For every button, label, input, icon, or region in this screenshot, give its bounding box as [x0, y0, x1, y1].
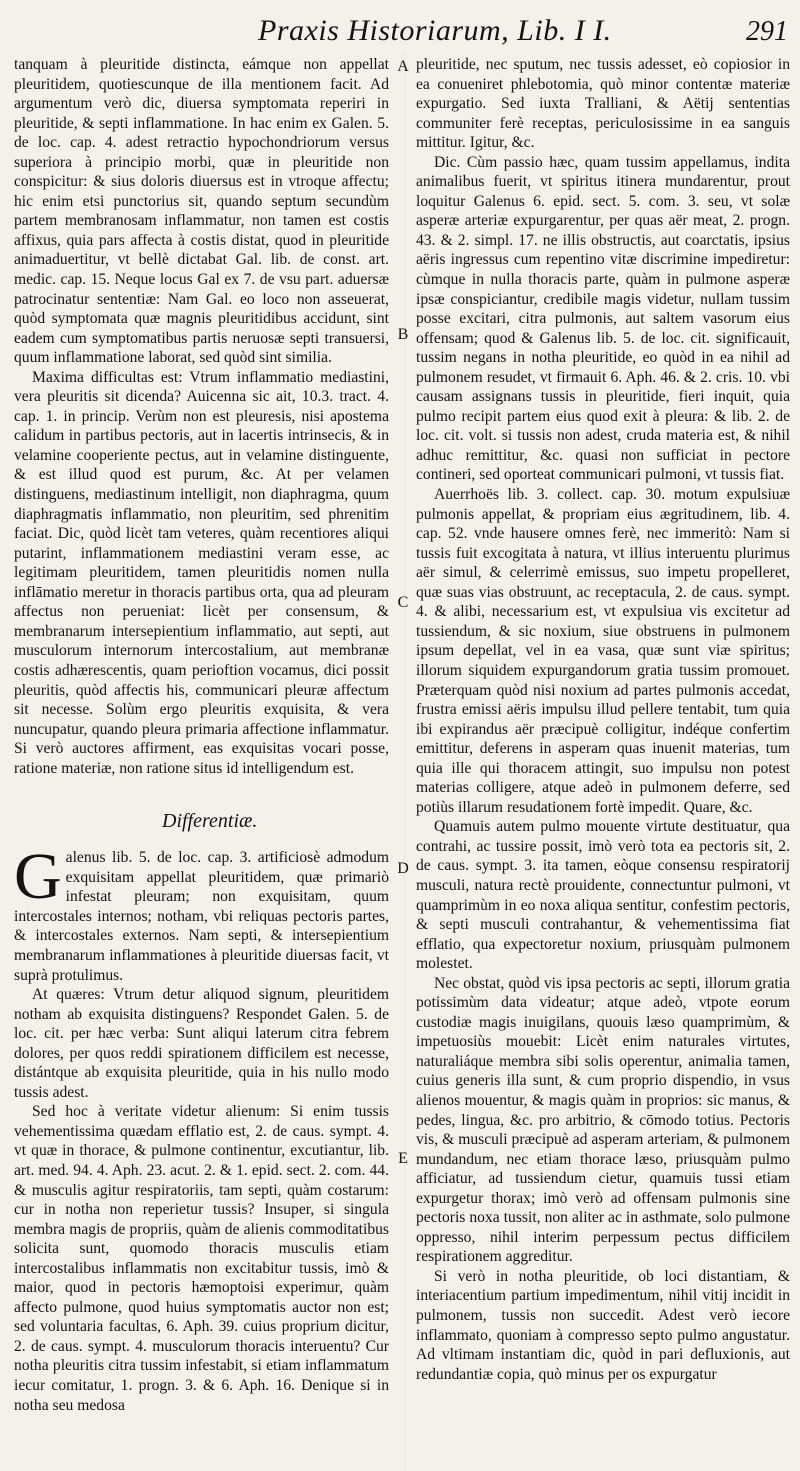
left-paragraph-3	[14, 840, 389, 985]
margin-letter-e: E	[398, 1150, 408, 1167]
left-paragraph-3-text: alenus lib. 5. de loc. cap. 3. artificiosè admodum exquisitam appellat pleuritidem, quæ primariò infestat pleuram; non exquisitam, quum intercostales internos; notham, vbi reliquas pectoris partes, & intercostales externos. Nam septi, & intersepientium membranarum inflammationes à pleuritide diuersas facit, vt suprà protulimus.	[14, 849, 389, 984]
section-heading: Differentiæ.	[162, 810, 258, 833]
margin-letter-a: A	[397, 58, 409, 75]
right-paragraph-2: Dic. Cùm passio hæc, quam tussim appellamus, indita animalibus fuerit, vt spiritus itinera mundarentur, prout loquitur Galenus 6. epid. sect. 5. com. 3. seu, vt solæ asperæ arteriæ expurgarentur, per quas aër meat, 2. progn. 43. & 2. simpl. 17. ne illis obstructis, aut coarctatis, ipsius aëris ingressus cum repentino vitæ discrimine impediretur: cùmque in nulla thoracis parte, quàm in pulmone asperæ ipsæ conspiciantur, credibile magis videtur, nullam tussim posse excitari, citra pulmonis, aut saltem vasorum eius offensam; quod & Galenus lib. 5. de loc. cit. significauit, tussim negans in notha pleuritide, eo quòd in ea nihil ad pulmonem resudet, vt firmauit 6. Aph. 46. & 2. cris. 10. vbi causam assignans tussis in pleuritide, fieri inquit, quia pulmo recipit partem eius quod exit à pleura: & lib. 2. de loc. cit. volt. si tussis non adest, cruda materia est, & nihil adhuc remittitur, &c. quasi non sufficiat in pectore contineri, sed oporteat communicari pulmoni, vt tussis fiat.	[416, 153, 790, 484]
page-number: 291	[746, 16, 788, 47]
left-column	[14, 55, 389, 1415]
drop-cap: G	[14, 840, 62, 914]
column-gutter	[404, 50, 405, 1471]
right-paragraph-5: Nec obstat, quòd vis ipsa pectoris ac septi, illorum gratia potissimùm data videatur; atque adeò, vtpote eorum custodiæ magis inuigilans, quouis læso quamprimùm, & impetuosiùs mouebit: Licèt enim naturales virtutes, naturaliáque membra sibi solis operentur, animalia tamen, cuius generis illa sunt, & cum proprio dispendio, in vsus alienos mouentur, & magis quàm in proprios: sic manus, & pedes, lingua, &c. pro arbitrio, & cōmodo totius. Pectoris vis, & musculi præcipuè ad asperam arteriam, & pulmonem mundandum, nec etiam thorace læso, priusquàm pulmo afficiatur, ad tussiendum cietur, quamuis tussi etiam expurgetur thorax; imò verò ad offensam pulmonis sine pectoris noxa tussit, non aliter ac in asthmate, solo pulmone oppresso, nihil interim perpessum pectus difficilem respirationem aggreditur.	[416, 974, 790, 1266]
right-paragraph-3: Auerrhoës lib. 3. collect. cap. 30. motum expulsiuæ pulmonis appellat, & propriam eius ægritudinem, lib. 4. cap. 52. vnde hausere omnes ferè, nec immeritò: Nam si tussis fuit excogitata à natura, vt illius interuentu plurimus aër simul, & celerrimè emissus, suo impetu propelleret, quæ suas vias obstruunt, ac receptacula, 2. de caus. sympt. 4. & alibi, necessarium est, vt expulsiua vis excitetur ad tussiendum, & sic noxium, siue obstruens in pulmonem ipsum depellat, vel in ea vasa, quæ sunt viæ spiritus; illorum siquidem expurgandorum gratia tussim promouet. Præterquam quòd nisi noxium ad partes pulmonis accedat, frustra emissi aëris impulsu illud pellere tentabit, tum quia ibi expirandus aër præcipuè colligitur, indéque confertim emittitur, deferens in asperam quas inuenit materias, tum quia ille qui thoracem attingit, suo impulsu non potest materias colligere, atque adeò in pulmonem deferre, sed potiùs illarum resudationem fortè impedit. Quare, &c.	[416, 486, 790, 816]
right-paragraph-6: Si verò in notha pleuritide, ob loci distantiam, & interiacentium partium impedimentum, nihil vitij incidit in pulmonem, tussis non succedit. Adest verò iecore inflammato, quoniam à compresso septo pulmo angustatur. Ad vltimam instantiam dic, quòd in pari defluxionis, aut redundantiæ copia, quò minus per os expurgatur	[416, 1267, 790, 1383]
left-paragraph-1: tanquam à pleuritide distincta, eámque non appellat pleuritidem, quotiescunque de illa mentionem facit. Ad argumentum verò dic, diuersa symptomata reperiri in pleuritide, & septi inflammatione. In hac enim ex Galen. 5. de loc. cap. 4. adest retractio hypochondriorum versus superiora à principio morbi, quæ in pleuritide non conspicitur: & sius doloris diuersus est in vtroque affectu; hic enim etsi punctorius sit, quando septum secundùm partem membranosam inflammatur, non tamen est costis affixus, quia pars affecta à costis distat, quod in pleuritide animaduertitur, vt bellè dictabat Gal. lib. de const. art. medic. cap. 15. Neque locus Gal ex 7. de vsu part. aduersæ patrocinatur sententiæ: Nam Gal. eo loco non asseuerat, quòd symptomata quæ magnis pleuritidibus accidunt, sint eadem cum symptomatibus partis neruosæ septi transuersi, quum inflammatione laborat, sed quòd sint similia.	[14, 56, 389, 367]
left-paragraph-4: At quæres: Vtrum detur aliquod signum, pleuritidem notham ab exquisita distinguens? Respondet Galen. 5. de loc. cit. per hæc verba: Sunt aliqui laterum citra febrem dolores, per quos reddi spirationem difficilem est necesse, distántque ab exquisita pleuritide, quia in his nullo modo tussis adest.	[14, 986, 389, 1101]
margin-letter-d: D	[397, 860, 409, 877]
running-title: Praxis Historiarum, Lib. I I.	[258, 14, 612, 47]
margin-letter-b: B	[397, 326, 409, 343]
right-paragraph-1: pleuritide, nec sputum, nec tussis adesset, eò copiosior in ea conueniret phlebotomia, quò minor contentæ materiæ expurgatio. Sed iuxta Tralliani, & Aëtij sententias communiter ferè receptas, periculosissime in ea sanguis mittitur. Igitur, &c.	[416, 56, 790, 152]
right-column	[416, 55, 790, 1384]
left-paragraph-5: Sed hoc à veritate videtur alienum: Si enim tussis vehementissima quædam efflatio est, 2. de caus. sympt. 4. vt quæ in thorace, & pulmone continentur, excutiantur, lib. art. med. 94. 4. Aph. 23. acut. 2. & 1. epid. sect. 2. com. 44. & musculis agitur respiratoriis, tam septi, quàm costarum: cur in notha non reperietur tussis? Insuper, si singula membra magis de propriis, quàm de alienis commoditatibus solicita sunt, quomodo thoracis musculis etiam intercostalibus inflammatis non excitabitur tussis, imò & maior, quod in pectoris hæmoptoisi experimur, quàm affecto pulmone, quod huius symptomatis auctor non est; sed voluntaria facultas, 6. Aph. 39. cuius proprium dicitur, 2. de caus. sympt. 4. musculorum thoracis interuentu? Cur notha pleuritis citra tussim infestabit, si etiam inflammatum iecur comitatur, 1. progn. 3. & 6. Aph. 16. Denique si in notha seu medosa	[14, 1103, 389, 1414]
left-paragraph-2: Maxima difficultas est: Vtrum inflammatio mediastini, vera pleuritis sit dicenda? Auicenna sic ait, 10.3. tract. 4. cap. 1. in princip. Verùm non est pleuresis, nisi apostema calidum in partibus pectoris, aut in lacertis intrinsecis, & in velamine cooperiente pectus, aut in velamine distinguente, & est illud quod est purum, &c. At per velamen distinguens, mediastinum intelligit, non diaphragma, quum diaphragmatis inflammatio, non pleuritim, sed phrenitim faciat. Dic, quòd licèt tam veteres, quàm recentiores aliqui putarint, inflammationem mediastini veram esse, ac legitimam pleuritidem, tamen pleuritidis nomen nulla inflāmatio meretur in thoracis partibus orta, qua ad pleuram affectus non perueniat: licèt per consensum, & membranarum intersepientium inflammatio, aut septi, aut musculorum internorum intercostalium, aut membranæ costis adhærescentis, quam perioftion vocamus, dici possit pleuritis, quòd affectis his, communicari pleuræ affectum sit necesse. Solùm ergo pleuritis exquisita, & vera nuncupatur, quando pleura primaria affectione inflammatur. Si verò auctores affirment, eas exquisitas vocari posse, ratione materiæ, non ratione situs id intelligendum est.	[14, 368, 389, 777]
right-paragraph-4: Quamuis autem pulmo mouente virtute destituatur, qua contrahi, ac tussire possit, imò verò tota ea pectoris sit, 2. de caus. sympt. 3. ita tamen, eòque consensu respiratorij musculi, natura rectè prouidente, connectuntur pulmoni, vt quamprimùm in eo noxa aliqua sentitur, confestim pectoris, & septi musculi contrahantur, & vehementissima fiat efflatio, qua expectoretur noxium, priusquàm pulmonem molestet.	[416, 818, 790, 973]
margin-letter-c: C	[397, 594, 409, 611]
